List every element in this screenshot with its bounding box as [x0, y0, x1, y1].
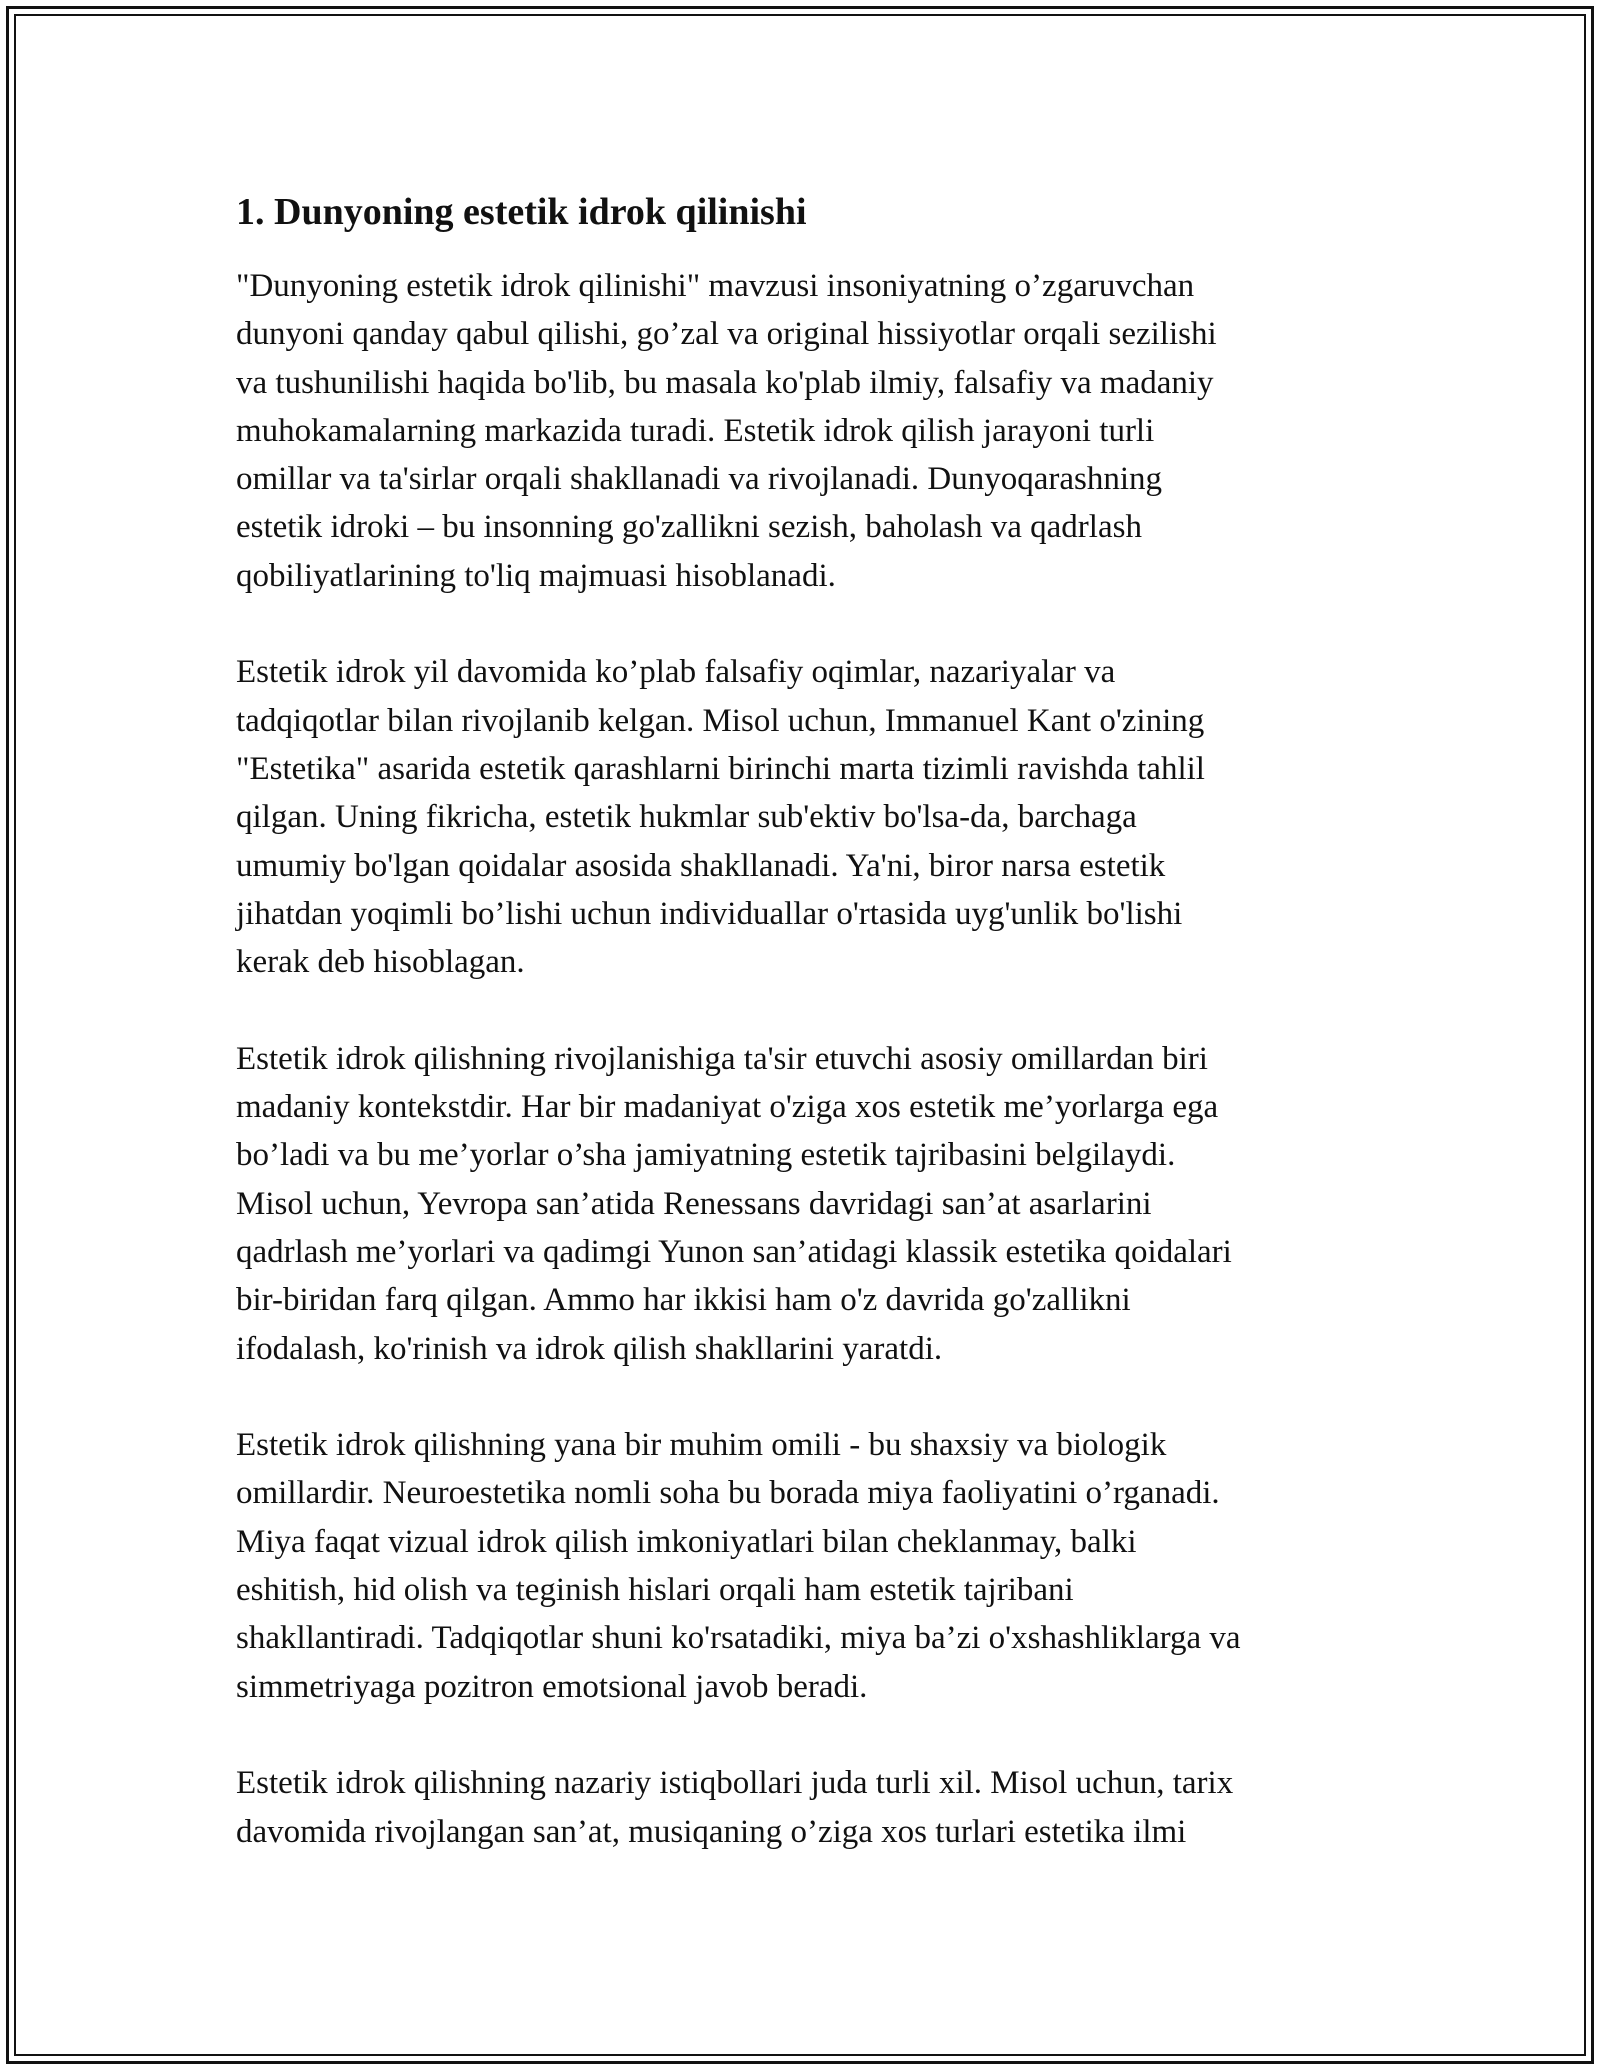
- text-line: "Estetika" asarida estetik qarashlarni birinchi marta tizimli ravishda tahlil: [236, 750, 1205, 787]
- text-line: madaniy kontekstdir. Har bir madaniyat o'ziga xos estetik me’yorlarga ega: [236, 1089, 1219, 1126]
- section-heading: 1. Dunyoning estetik idrok qilinishi: [236, 191, 807, 233]
- text-line: Estetik idrok qilishning rivojlanishiga ta'sir etuvchi asosiy omillardan biri: [236, 1040, 1208, 1077]
- paragraph-4: [236, 1421, 1366, 1711]
- paragraph-2: [236, 648, 1366, 986]
- text-line: ifodalash, ko'rinish va idrok qilish shakllarini yaratdi.: [236, 1330, 943, 1367]
- text-line: estetik idroki – bu insonning go'zallikni sezish, baholash va qadrlash: [236, 509, 1142, 546]
- paragraph-5: [236, 1759, 1366, 1856]
- text-line: muhokamalarning markazida turadi. Estetik idrok qilish jarayoni turli: [236, 412, 1155, 449]
- text-line: umumiy bo'lgan qoidalar asosida shakllanadi. Ya'ni, biror narsa estetik: [236, 847, 1166, 884]
- text-line: Misol uchun, Yevropa san’atida Renessans davridagi san’at asarlarini: [236, 1185, 1152, 1222]
- text-line: "Dunyoning estetik idrok qilinishi" mavzusi insoniyatning o’zgaruvchan: [236, 268, 1195, 304]
- text-line: jihatdan yoqimli bo’lishi uchun individuallar o'rtasida uyg'unlik bo'lishi: [236, 895, 1183, 932]
- text-line: qadrlash me’yorlari va qadimgi Yunon san’atidagi klassik estetika qoidalari: [236, 1233, 1232, 1270]
- text-line: va tushunilishi haqida bo'lib, bu masala ko'plab ilmiy, falsafiy va madaniy: [236, 364, 1214, 401]
- text-line: simmetriyaga pozitron emotsional javob beradi.: [236, 1668, 868, 1705]
- text-line: Estetik idrok yil davomida ko’plab falsafiy oqimlar, nazariyalar va: [236, 654, 1116, 691]
- text-line: omillar va ta'sirlar orqali shakllanadi va rivojlanadi. Dunyoqarashning: [236, 461, 1163, 498]
- text-line: qilgan. Uning fikricha, estetik hukmlar sub'ektiv bo'lsa-da, barchaga: [236, 799, 1137, 836]
- text-line: Estetik idrok qilishning yana bir muhim omili - bu shaxsiy va biologik: [236, 1427, 1167, 1464]
- text-line: kerak deb hisoblagan.: [236, 944, 525, 981]
- paragraph-3: [236, 1035, 1366, 1373]
- text-line: Estetik idrok qilishning nazariy istiqbollari juda turli xil. Misol uchun, tarix: [236, 1765, 1234, 1802]
- text-line: dunyoni qanday qabul qilishi, go’zal va original hissiyotlar orqali sezilishi: [236, 316, 1217, 353]
- text-line: bir-biridan farq qilgan. Ammo har ikkisi ham o'z davrida go'zallikni: [236, 1282, 1131, 1319]
- text-line: Miya faqat vizual idrok qilish imkoniyatlari bilan cheklanmay, balki: [236, 1523, 1137, 1560]
- text-line: shakllantiradi. Tadqiqotlar shuni ko'rsatadiki, miya ba’zi o'xshashliklarga va: [236, 1620, 1241, 1657]
- paragraph-1: [236, 262, 1366, 600]
- text-line: bo’ladi va bu me’yorlar o’sha jamiyatning estetik tajribasini belgilaydi.: [236, 1137, 1176, 1174]
- text-line: eshitish, hid olish va teginish hislari orqali ham estetik tajribani: [236, 1572, 1074, 1609]
- text-line: tadqiqotlar bilan rivojlanib kelgan. Misol uchun, Immanuel Kant o'zining: [236, 702, 1205, 739]
- text-line: davomida rivojlangan san’at, musiqaning o’ziga xos turlari estetika ilmi: [236, 1813, 1187, 1850]
- text-line: omillardir. Neuroestetika nomli soha bu borada miya faoliyatini o’rganadi.: [236, 1475, 1220, 1512]
- document-body: [236, 188, 1366, 1904]
- text-line: qobiliyatlarining to'liq majmuasi hisoblanadi.: [236, 557, 836, 594]
